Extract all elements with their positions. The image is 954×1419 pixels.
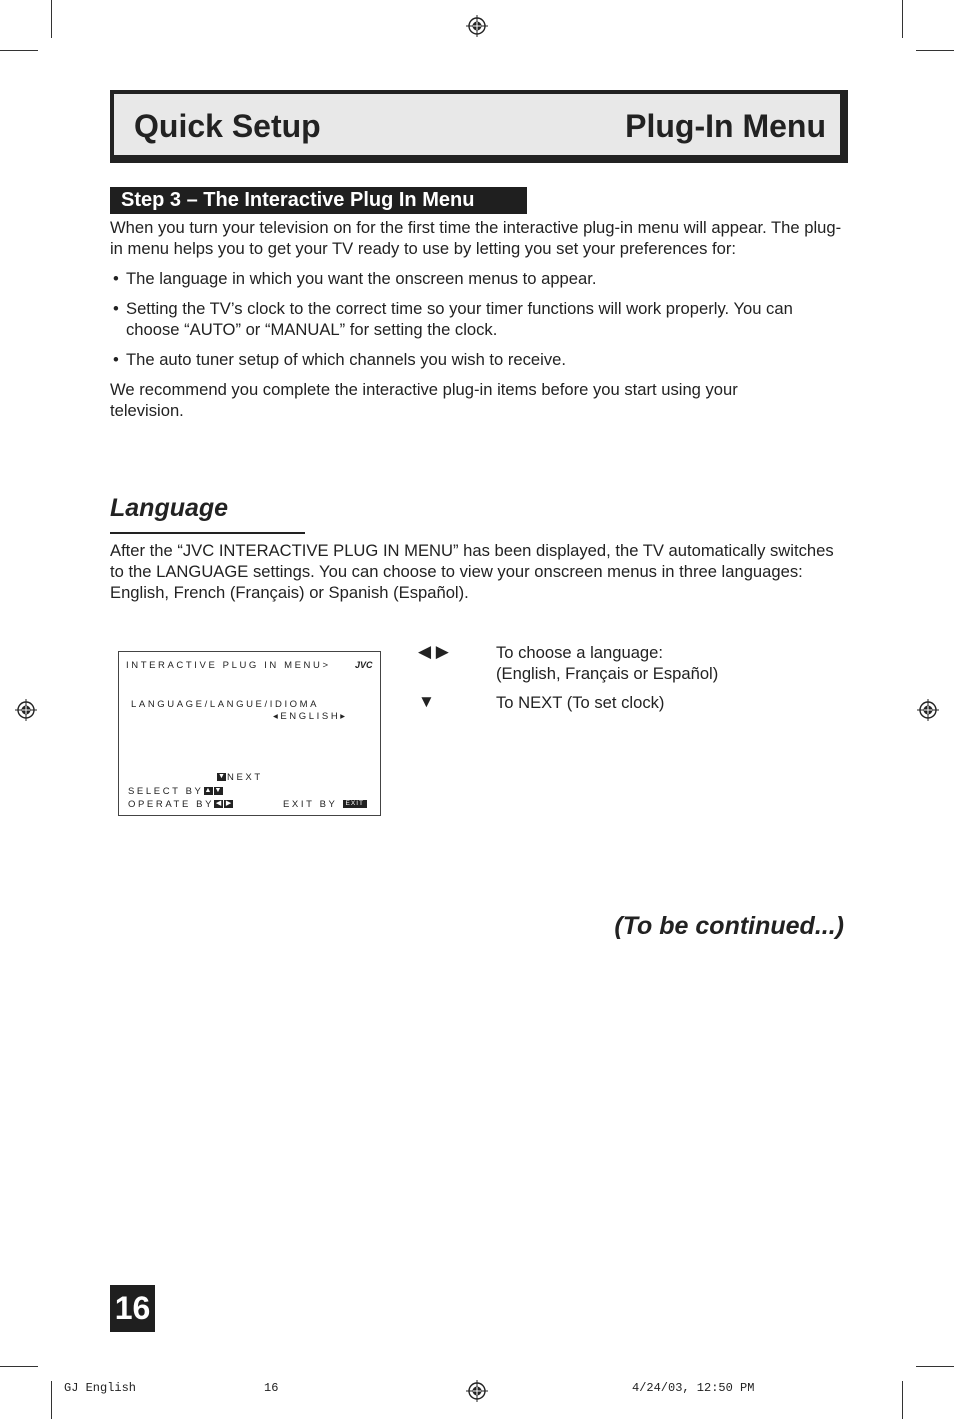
crop-mark <box>916 50 954 51</box>
up-arrow-icon: ▲ <box>204 787 212 795</box>
crop-mark <box>51 0 52 38</box>
recommend-paragraph: We recommend you complete the interactive plug-in items before you start using your television. <box>110 380 738 420</box>
down-arrow-icon: ▼ <box>218 773 225 781</box>
crop-mark <box>916 1366 954 1367</box>
operate-row <box>128 799 234 810</box>
next-row <box>217 772 263 783</box>
operate-label: OPERATE BY <box>128 799 215 810</box>
key-description-line: To NEXT (To set clock) <box>496 693 665 712</box>
language-paragraph: After the “JVC INTERACTIVE PLUG IN MENU” has been displayed, the TV automatically switches to the LANGUAGE settings. You can choose to view your onscreen menus in three languages: English, French (Français) or Spanish (Español). <box>110 541 834 602</box>
left-arrow-icon: ◀ <box>215 800 222 808</box>
key-description-line: (English, Français or Español) <box>496 664 719 683</box>
header-title-quick-setup: Quick Setup <box>134 108 321 144</box>
key-description <box>496 692 836 713</box>
select-row <box>128 786 224 797</box>
exit-row <box>283 799 367 810</box>
registration-mark-icon <box>466 1380 488 1402</box>
bullet-item <box>110 349 844 370</box>
registration-mark-icon <box>917 699 939 721</box>
menu-header: INTERACTIVE PLUG IN MENU> <box>126 660 331 671</box>
crop-mark <box>902 0 903 38</box>
bullet-text: The auto tuner setup of which channels you wish to receive. <box>126 350 566 369</box>
page-number: 16 <box>110 1285 155 1332</box>
crop-mark <box>51 1381 52 1419</box>
crop-mark <box>0 1366 38 1367</box>
registration-mark-icon <box>15 699 37 721</box>
to-be-continued-note: (To be continued...) <box>614 912 844 940</box>
bullet-marker: • <box>113 269 119 288</box>
crop-mark <box>902 1381 903 1419</box>
bullet-marker: • <box>113 299 119 318</box>
left-right-arrow-icon: ◀ ▶ <box>418 642 449 661</box>
bullet-item <box>110 268 844 289</box>
next-label: NEXT <box>227 772 263 783</box>
right-arrow-icon: ▶ <box>225 800 232 808</box>
section-underline <box>110 532 305 534</box>
footer-page: 16 <box>264 1381 279 1395</box>
footer-file-name: GJ English <box>64 1381 137 1395</box>
language-setting-label: LANGUAGE/LANGUE/IDIOMA <box>131 699 320 710</box>
select-label: SELECT BY <box>128 786 204 797</box>
bullet-text: Setting the TV’s clock to the correct time so your timer functions will work properly. You can choose “AUTO” or “MANUAL” for setting the clock. <box>126 299 793 339</box>
registration-mark-icon <box>466 15 488 37</box>
crop-mark <box>0 50 38 51</box>
intro-paragraph: When you turn your television on for the first time the interactive plug-in menu will appear. The plug-in menu helps you to get your TV ready to use by letting you set your preferences for: <box>110 218 842 258</box>
bullet-item <box>110 298 844 340</box>
header-title-plug-in-menu: Plug-In Menu <box>625 108 826 144</box>
step-heading: Step 3 – The Interactive Plug In Menu <box>110 187 527 214</box>
exit-label: EXIT BY <box>283 799 338 810</box>
jvc-logo: JVC <box>355 660 373 670</box>
down-arrow-icon: ▼ <box>418 692 435 711</box>
key-description <box>496 642 836 684</box>
tv-menu-screen <box>118 651 381 816</box>
key-description-line: To choose a language: <box>496 643 663 662</box>
footer-timestamp: 4/24/03, 12:50 PM <box>632 1381 755 1395</box>
bullet-marker: • <box>113 350 119 369</box>
page-header <box>110 90 848 163</box>
language-setting-value: ◂ENGLISH▸ <box>273 711 348 722</box>
bullet-text: The language in which you want the onscreen menus to appear. <box>126 269 597 288</box>
section-title-language: Language <box>110 494 229 522</box>
down-arrow-icon: ▼ <box>214 787 222 795</box>
exit-button-icon: EXIT <box>343 800 367 808</box>
